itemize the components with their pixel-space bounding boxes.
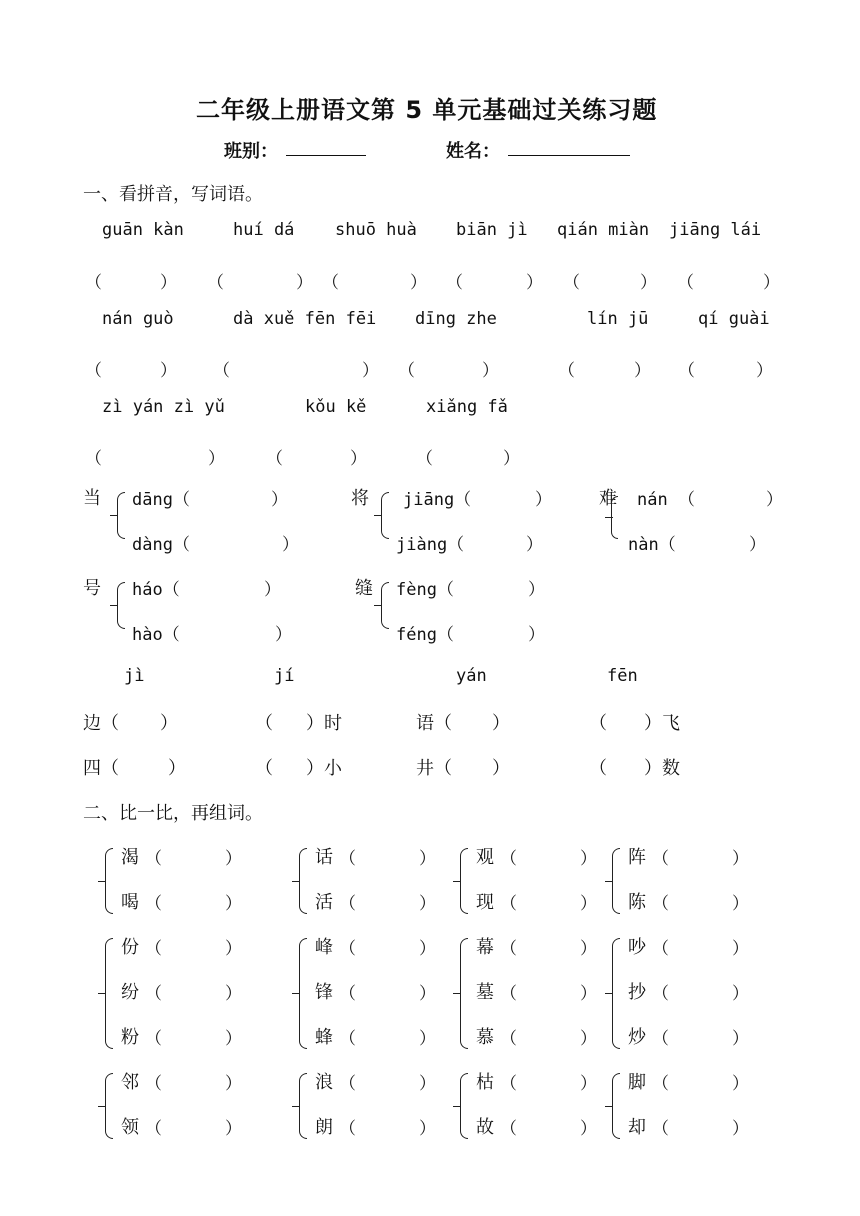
pinyin-1: guān kàn [102,220,184,240]
compare-char: 枯 [476,1072,494,1093]
brace-tip [292,1106,300,1107]
compare-char: 浪 [315,1072,333,1093]
brace-icon [612,882,620,915]
brace-icon [117,606,125,629]
compare-char: 领 [121,1117,139,1138]
paren-close[interactable]: ） [528,580,545,600]
brace-tip [98,881,106,882]
paren-open[interactable]: （ [652,939,669,959]
compare-char: 故 [476,1117,494,1138]
paren-close[interactable]: ） [419,939,436,959]
pinyin-10: lín jū [587,309,649,329]
compare-char: 活 [315,892,333,913]
reading-1: nán （ [637,490,695,510]
paren-close[interactable]: ） [732,849,749,869]
brace-icon [299,994,307,1049]
page-title: 二年级上册语文第 5 单元基础过关练习题 [196,96,658,124]
brace-tip [110,515,118,516]
reading-1: dāng（ [132,490,190,510]
paren-open[interactable]: （ [322,273,339,293]
paren-open[interactable]: （ [145,1029,162,1049]
reading-2: jiàng（ [396,535,465,555]
paren-close[interactable]: ） [160,273,177,293]
brace-tip [453,881,461,882]
brace-icon [117,492,125,515]
name-blank[interactable] [508,137,630,156]
fill-item[interactable]: （ [255,713,273,734]
paren-open[interactable]: （ [652,894,669,914]
compare-char: 峰 [315,937,333,958]
compare-char: 却 [628,1117,646,1138]
class-blank[interactable] [286,137,366,156]
class-label: 班别： [224,141,278,162]
polyphone-char: 将 [351,488,369,509]
fill-pinyin-ji2: jí [274,666,295,686]
paren-close[interactable]: ） [225,984,242,1004]
paren-close[interactable]: ） [419,849,436,869]
paren-close[interactable]: ） [580,1074,597,1094]
fill-item[interactable]: ）飞 [644,713,680,734]
paren-open[interactable]: （ [266,449,283,469]
pinyin-5: qián miàn [557,220,650,240]
paren-open[interactable]: （ [398,361,415,381]
paren-open[interactable]: （ [677,273,694,293]
paren-open[interactable]: （ [652,1029,669,1049]
brace-tip [374,605,382,606]
brace-icon [105,882,113,915]
pinyin-12: zì yán zì yǔ [102,397,225,417]
polyphone-char: 号 [83,578,101,599]
brace-tip [605,993,613,994]
paren-close[interactable]: ） [634,361,651,381]
paren-close[interactable]: ） [580,984,597,1004]
brace-icon [105,1107,113,1140]
compare-char: 观 [476,847,494,868]
paren-close[interactable]: ） [225,1119,242,1139]
fill-item[interactable]: （ [589,758,607,779]
brace-icon [299,938,307,993]
brace-icon [460,938,468,993]
compare-char: 抄 [628,982,646,1003]
paren-open[interactable]: （ [446,273,463,293]
brace-icon [612,1073,620,1106]
paren-close[interactable]: ） [208,449,225,469]
paren-open[interactable]: （ [145,1074,162,1094]
polyphone-char: 难 [599,488,617,509]
paren-close[interactable]: ） [225,1029,242,1049]
paren-close[interactable]: ） [482,361,499,381]
pinyin-2: huí dá [233,220,295,240]
paren-open[interactable]: （ [500,894,517,914]
reading-2: féng（ [396,625,454,645]
paren-open[interactable]: （ [213,361,230,381]
paren-close[interactable]: ） [732,1119,749,1139]
pinyin-14: xiǎng fǎ [426,397,508,417]
paren-close[interactable]: ） [225,849,242,869]
brace-icon [381,582,389,605]
fill-item[interactable]: ） [492,758,510,779]
brace-icon [299,1107,307,1140]
paren-open[interactable]: （ [652,984,669,1004]
compare-char: 朗 [315,1117,333,1138]
paren-open[interactable]: （ [558,361,575,381]
pinyin-7: nán guò [102,309,174,329]
fill-item[interactable]: 井（ [416,758,452,779]
pinyin-11: qí guài [698,309,770,329]
compare-char: 陈 [628,892,646,913]
paren-open[interactable]: （ [339,939,356,959]
section2-heading: 二、比一比，再组词。 [83,803,263,824]
brace-tip [605,1106,613,1107]
paren-open[interactable]: （ [339,894,356,914]
compare-char: 炒 [628,1027,646,1048]
paren-close[interactable]: ） [763,273,780,293]
brace-icon [611,518,618,539]
polyphone-char: 缝 [355,578,373,599]
compare-char: 邻 [121,1072,139,1093]
paren-close[interactable]: ） [580,849,597,869]
fill-item[interactable]: ） [492,713,510,734]
brace-tip [98,993,106,994]
paren-open[interactable]: （ [145,939,162,959]
paren-close[interactable]: ） [580,1119,597,1139]
paren-close[interactable]: ） [535,490,552,510]
paren-open[interactable]: （ [416,449,433,469]
brace-icon [381,516,389,539]
name-label: 姓名： [446,141,500,162]
paren-close[interactable]: ） [640,273,657,293]
reading-1: fèng（ [396,580,454,600]
compare-char: 阵 [628,847,646,868]
brace-icon [299,848,307,881]
paren-open[interactable]: （ [145,894,162,914]
paren-close[interactable]: ） [732,894,749,914]
brace-icon [117,582,125,605]
paren-close[interactable]: ） [296,273,313,293]
paren-close[interactable]: ） [526,273,543,293]
paren-open[interactable]: （ [500,849,517,869]
paren-close[interactable]: ） [732,1029,749,1049]
brace-tip [292,993,300,994]
paren-open[interactable]: （ [339,1074,356,1094]
paren-close[interactable]: ） [580,894,597,914]
brace-icon [611,496,618,517]
paren-open[interactable]: （ [145,984,162,1004]
brace-icon [612,848,620,881]
paren-open[interactable]: （ [85,273,102,293]
paren-close[interactable]: ） [225,1074,242,1094]
brace-icon [460,1073,468,1106]
compare-char: 幕 [476,937,494,958]
paren-close[interactable]: ） [419,1029,436,1049]
pinyin-3: shuō huà [335,220,417,240]
pinyin-4: biān jì [456,220,528,240]
paren-open[interactable]: （ [500,1029,517,1049]
fill-item[interactable]: 语（ [416,713,452,734]
paren-close[interactable]: ） [225,939,242,959]
paren-open[interactable]: （ [652,1074,669,1094]
brace-tip [98,1106,106,1107]
pinyin-8: dà xuě fēn fēi [233,309,377,329]
compare-char: 喝 [121,892,139,913]
compare-char: 粉 [121,1027,139,1048]
paren-close[interactable]: ） [282,535,299,555]
fill-item[interactable]: ）数 [644,758,680,779]
fill-pinyin-fen: fēn [607,666,638,686]
paren-open[interactable]: （ [145,1119,162,1139]
paren-open[interactable]: （ [207,273,224,293]
paren-open[interactable]: （ [339,1119,356,1139]
paren-close[interactable]: ） [732,939,749,959]
brace-icon [105,994,113,1049]
brace-tip [605,517,613,518]
compare-char: 墓 [476,982,494,1003]
paren-close[interactable]: ） [503,449,520,469]
fill-pinyin-ji4: jì [124,666,145,686]
brace-tip [453,1106,461,1107]
paren-open[interactable]: （ [500,1119,517,1139]
brace-icon [105,848,113,881]
paren-close[interactable]: ） [580,1029,597,1049]
brace-icon [612,994,620,1049]
brace-tip [292,881,300,882]
paren-close[interactable]: ） [225,894,242,914]
paren-close[interactable]: ） [275,625,292,645]
brace-icon [460,1107,468,1140]
paren-open[interactable]: （ [563,273,580,293]
paren-open[interactable]: （ [85,361,102,381]
paren-close[interactable]: ） [766,490,783,510]
brace-tip [374,515,382,516]
compare-char: 慕 [476,1027,494,1048]
paren-close[interactable]: ） [264,580,281,600]
reading-2: hào（ [132,625,180,645]
brace-icon [117,516,125,539]
fill-item[interactable]: 边（ [83,713,119,734]
paren-close[interactable]: ） [419,984,436,1004]
fill-item[interactable]: （ [589,713,607,734]
paren-close[interactable]: ） [271,490,288,510]
brace-icon [105,938,113,993]
fill-item[interactable]: （ [255,758,273,779]
paren-open[interactable]: （ [652,849,669,869]
fill-pinyin-yan: yán [456,666,487,686]
compare-char: 纷 [121,982,139,1003]
paren-open[interactable]: （ [339,849,356,869]
brace-icon [460,994,468,1049]
fill-item[interactable]: ）小 [306,758,342,779]
paren-close[interactable]: ） [419,1074,436,1094]
compare-char: 锋 [315,982,333,1003]
brace-icon [381,606,389,629]
compare-char: 话 [315,847,333,868]
paren-open[interactable]: （ [500,984,517,1004]
section1-heading: 一、看拼音，写词语。 [83,184,263,205]
paren-close[interactable]: ） [528,625,545,645]
brace-icon [460,848,468,881]
paren-open[interactable]: （ [500,939,517,959]
paren-open[interactable]: （ [652,1119,669,1139]
paren-close[interactable]: ） [160,361,177,381]
brace-tip [110,605,118,606]
paren-close[interactable]: ） [756,361,773,381]
pinyin-9: dīng zhe [415,309,497,329]
compare-char: 份 [121,937,139,958]
brace-icon [381,492,389,515]
compare-char: 吵 [628,937,646,958]
fill-item[interactable]: 四（ [83,758,119,779]
reading-2: nàn（ [628,535,676,555]
compare-char: 现 [476,892,494,913]
paren-close[interactable]: ） [419,1119,436,1139]
paren-open[interactable]: （ [85,449,102,469]
pinyin-13: kǒu kě [305,397,367,417]
paren-close[interactable]: ） [350,449,367,469]
paren-close[interactable]: ） [732,984,749,1004]
paren-open[interactable]: （ [500,1074,517,1094]
paren-close[interactable]: ） [732,1074,749,1094]
compare-char: 渴 [121,847,139,868]
reading-1: háo（ [132,580,180,600]
fill-item[interactable]: ） [168,758,186,779]
compare-char: 脚 [628,1072,646,1093]
brace-icon [460,882,468,915]
brace-tip [605,881,613,882]
brace-icon [299,1073,307,1106]
paren-close[interactable]: ） [749,535,766,555]
brace-icon [105,1073,113,1106]
paren-close[interactable]: ） [362,361,379,381]
paren-close[interactable]: ） [419,894,436,914]
paren-open[interactable]: （ [145,849,162,869]
brace-icon [299,882,307,915]
polyphone-char: 当 [83,488,101,509]
reading-1: jiāng（ [403,490,472,510]
brace-tip [453,993,461,994]
pinyin-6: jiāng lái [669,220,762,240]
paren-close[interactable]: ） [410,273,427,293]
fill-item[interactable]: ）时 [306,713,342,734]
paren-open[interactable]: （ [678,361,695,381]
compare-char: 蜂 [315,1027,333,1048]
brace-icon [612,938,620,993]
paren-open[interactable]: （ [339,984,356,1004]
paren-close[interactable]: ） [526,535,543,555]
paren-open[interactable]: （ [339,1029,356,1049]
brace-icon [612,1107,620,1140]
paren-close[interactable]: ） [580,939,597,959]
fill-item[interactable]: ） [160,713,178,734]
reading-2: dàng（ [132,535,190,555]
